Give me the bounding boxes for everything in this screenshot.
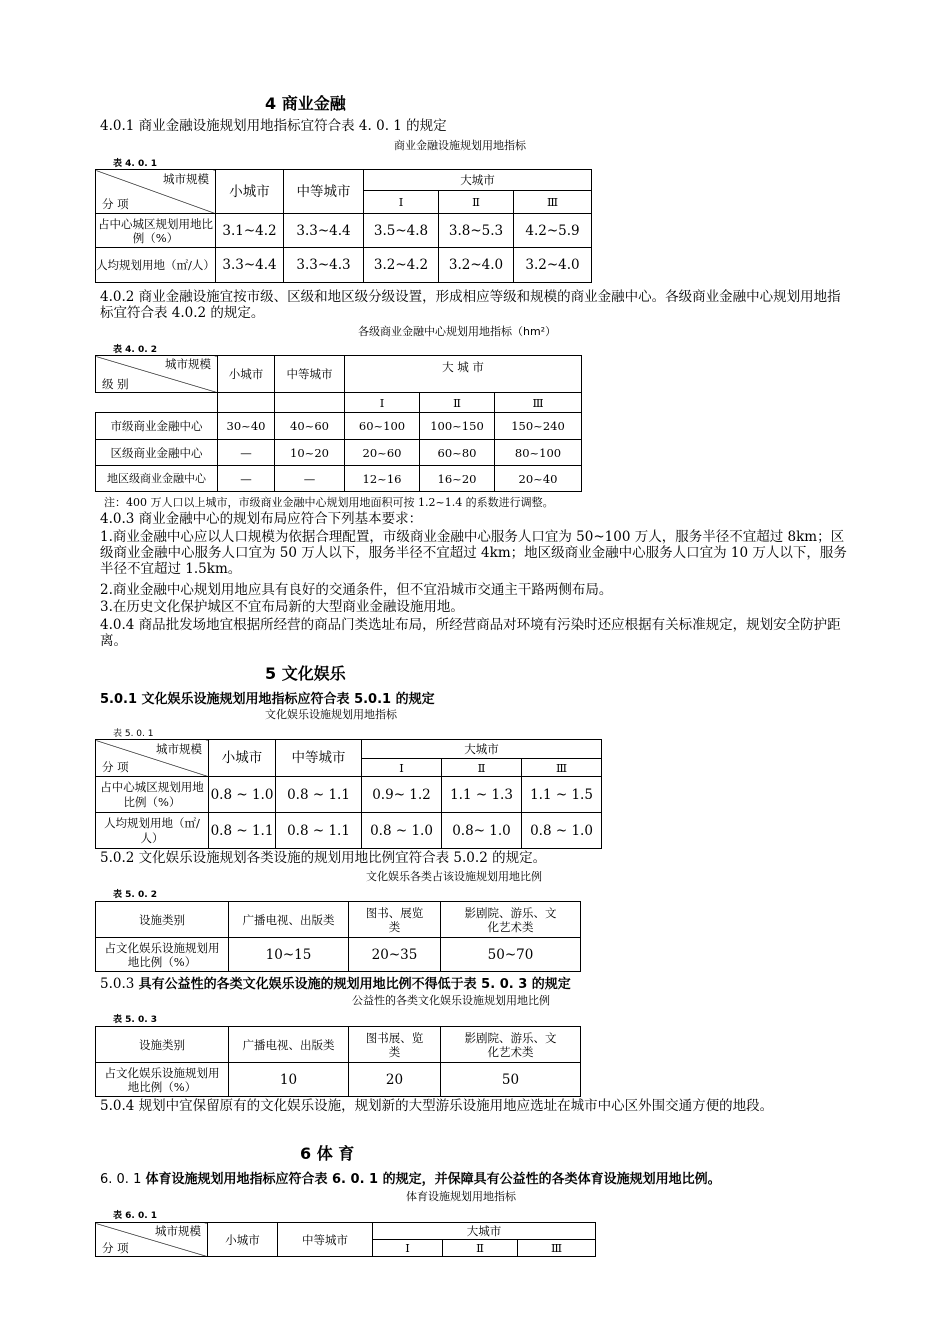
header-large-i: Ⅰ <box>364 191 439 214</box>
table-header-diagonal <box>96 740 209 777</box>
header-facility-type: 设施类别 <box>96 1027 229 1063</box>
header-level: 级 别 <box>102 377 129 391</box>
header-small-city: 小城市 <box>216 170 284 214</box>
cell: 10 <box>229 1063 349 1097</box>
header-large-ii: Ⅱ <box>443 1240 518 1257</box>
table-5-0-3-number: 表 5. 0. 3 <box>113 1015 158 1025</box>
cell: 4.2~5.9 <box>514 214 592 248</box>
header-large-ii: Ⅱ <box>420 393 495 413</box>
header-medium-city: 中等城市 <box>275 356 345 393</box>
table-header-diagonal <box>96 1223 208 1257</box>
header-facility-type: 设施类别 <box>96 902 229 938</box>
cell: 150~240 <box>495 413 582 440</box>
clause-5-0-3 <box>100 973 571 992</box>
header-medium-city: 中等城市 <box>284 170 364 214</box>
header-large-ii: Ⅱ <box>442 759 522 777</box>
cell: 10~20 <box>275 440 345 466</box>
section-4-heading: 4 商业金融 <box>265 94 346 113</box>
row-label: 地区级商业金融中心 <box>96 466 218 492</box>
header-library: 图书、展览类 <box>349 902 441 938</box>
header-city-scale: 城市规模 <box>155 1224 201 1238</box>
header-medium-city: 中等城市 <box>276 740 362 777</box>
table-5-0-3 <box>95 1026 581 1097</box>
cell: 0.8 ~ 1.0 <box>522 813 602 849</box>
table-5-0-2-number: 表 5. 0. 2 <box>113 890 158 900</box>
table-4-0-1-number: 表 4. 0. 1 <box>113 159 158 169</box>
clause-6-0-1-text: 体育设施规划用地指标应符合表 6. 0. 1 的规定，并保障具有公益性的各类体育设施规划用地比例。 <box>145 1172 721 1187</box>
cell: 1.1 ~ 1.3 <box>442 777 522 813</box>
header-large-i: Ⅰ <box>345 393 420 413</box>
cell: 3.3~4.4 <box>284 214 364 248</box>
cell: 20~40 <box>495 466 582 492</box>
header-large-iii: Ⅲ <box>514 191 592 214</box>
table-5-0-1-title: 文化娱乐设施规划用地指标 <box>265 708 397 721</box>
cell: 0.8~ 1.0 <box>442 813 522 849</box>
header-item: 分 项 <box>102 197 129 211</box>
cell: 1.1 ~ 1.5 <box>522 777 602 813</box>
table-4-0-1-title: 商业金融设施规划用地指标 <box>394 139 526 152</box>
cell: 3.2~4.2 <box>364 248 439 283</box>
cell: 0.8 ~ 1.0 <box>209 777 276 813</box>
table-header-diagonal <box>96 356 218 393</box>
header-large-ii: Ⅱ <box>439 191 514 214</box>
table-4-0-2-title: 各级商业金融中心规划用地指标（hm²） <box>358 325 557 338</box>
header-large-iii: Ⅲ <box>495 393 582 413</box>
clause-4-0-3-item-2: 2.商业金融中心规划用地应具有良好的交通条件，但不宜沿城市交通主干路两侧布局。 <box>100 582 613 598</box>
cell: 0.8 ~ 1.1 <box>276 777 362 813</box>
cell: 3.5~4.8 <box>364 214 439 248</box>
header-medium-city: 中等城市 <box>278 1223 373 1257</box>
table-4-0-2-number: 表 4. 0. 2 <box>113 345 158 355</box>
cell: 60~100 <box>345 413 420 440</box>
cell: 3.2~4.0 <box>439 248 514 283</box>
table-6-0-1-title: 体育设施规划用地指标 <box>406 1190 516 1203</box>
row-label: 区级商业金融中心 <box>96 440 218 466</box>
header-item: 分 项 <box>102 1241 129 1255</box>
header-large-i: Ⅰ <box>362 759 442 777</box>
cell: 30~40 <box>218 413 275 440</box>
row-label: 占文化娱乐设施规划用地比例（%） <box>96 938 229 972</box>
clause-5-0-1: 5.0.1 文化娱乐设施规划用地指标应符合表 5.0.1 的规定 <box>100 692 435 707</box>
header-item: 分 项 <box>102 760 129 774</box>
header-library: 图书展、览类 <box>349 1027 441 1063</box>
header-small-city: 小城市 <box>208 1223 278 1257</box>
table-4-0-2-note: 注：400 万人口以上城市，市级商业金融中心规划用地面积可按 1.2~1.4 的系数进行调整。 <box>104 496 554 509</box>
table-6-0-1-number: 表 6. 0. 1 <box>113 1211 158 1221</box>
clause-6-0-1-number: 6. 0. 1 <box>100 1172 146 1187</box>
table-5-0-1-number: 表 5. 0. 1 <box>113 729 154 739</box>
clause-6-0-1 <box>100 1168 721 1187</box>
row-label: 人均规划用地（㎡/人） <box>96 248 216 283</box>
table-4-0-1 <box>95 169 592 283</box>
header-theatre: 影剧院、游乐、文化艺术类 <box>441 902 581 938</box>
table-5-0-2-title: 文化娱乐各类占该设施规划用地比例 <box>366 870 542 883</box>
table-5-0-1 <box>95 739 602 849</box>
cell: 60~80 <box>420 440 495 466</box>
cell: 3.1~4.2 <box>216 214 284 248</box>
header-city-scale: 城市规模 <box>165 357 211 371</box>
header-large-city: 大城市 <box>373 1223 596 1240</box>
cell: 50 <box>441 1063 581 1097</box>
cell: 20~60 <box>345 440 420 466</box>
header-broadcast: 广播电视、出版类 <box>229 902 349 938</box>
cell: 40~60 <box>275 413 345 440</box>
clause-5-0-3-text: 具有公益性的各类文化娱乐设施的规划用地比例不得低于表 5. 0. 3 的规定 <box>138 977 571 992</box>
clause-5-0-3-number: 5.0.3 <box>100 976 139 992</box>
header-large-iii: Ⅲ <box>522 759 602 777</box>
header-city-scale: 城市规模 <box>156 742 202 756</box>
table-6-0-1 <box>95 1222 596 1257</box>
row-label: 占文化娱乐设施规划用地比例（%） <box>96 1063 229 1097</box>
clause-4-0-4: 4.0.4 商品批发场地宜根据所经营的商品门类选址布局，所经营商品对环境有污染时还应根据有关标准规定，规划安全防护距离。 <box>100 617 841 649</box>
cell: 80~100 <box>495 440 582 466</box>
cell: 50~70 <box>441 938 581 972</box>
clause-4-0-3: 4.0.3 商业金融中心的规划布局应符合下列基本要求： <box>100 511 423 527</box>
cell: 3.3~4.3 <box>284 248 364 283</box>
row-label: 市级商业金融中心 <box>96 413 218 440</box>
cell: 12~16 <box>345 466 420 492</box>
row-label: 占中心城区规划用地比例（%） <box>96 214 216 248</box>
cell: 0.8 ~ 1.1 <box>209 813 276 849</box>
clause-4-0-2: 4.0.2 商业金融设施宜按市级、区级和地区级分级设置，形成相应等级和规模的商业金融中心。各级商业金融中心规划用地指标宜符合表 4.0.2 的规定。 <box>100 289 841 321</box>
section-6-heading: 6 体 育 <box>300 1144 355 1163</box>
table-header-diagonal <box>96 170 216 214</box>
header-large-city: 大 城 市 <box>345 356 582 393</box>
cell: 3.2~4.0 <box>514 248 592 283</box>
header-large-city: 大城市 <box>362 740 602 759</box>
cell: — <box>218 440 275 466</box>
cell: 16~20 <box>420 466 495 492</box>
clause-5-0-2: 5.0.2 文化娱乐设施规划各类设施的规划用地比例宜符合表 5.0.2 的规定。 <box>100 850 547 866</box>
cell: 100~150 <box>420 413 495 440</box>
cell: 0.9~ 1.2 <box>362 777 442 813</box>
cell: 0.8 ~ 1.0 <box>362 813 442 849</box>
header-large-iii: Ⅲ <box>518 1240 596 1257</box>
clause-4-0-3-item-3: 3.在历史文化保护城区不宜布局新的大型商业金融设施用地。 <box>100 599 464 615</box>
clause-5-0-4: 5.0.4 规划中宜保留原有的文化娱乐设施，规划新的大型游乐设施用地应选址在城市中心区外围交通方便的地段。 <box>100 1098 774 1114</box>
header-large-city: 大城市 <box>364 170 592 191</box>
table-5-0-2 <box>95 901 581 972</box>
section-5-heading: 5 文化娱乐 <box>265 664 346 683</box>
row-label: 人均规划用地（㎡/人） <box>96 813 209 849</box>
header-small-city: 小城市 <box>209 740 276 777</box>
cell: 20 <box>349 1063 441 1097</box>
cell: — <box>218 466 275 492</box>
cell: 3.3~4.4 <box>216 248 284 283</box>
cell: — <box>275 466 345 492</box>
header-city-scale: 城市规模 <box>163 172 209 186</box>
header-large-i: Ⅰ <box>373 1240 443 1257</box>
table-5-0-3-title: 公益性的各类文化娱乐设施规划用地比例 <box>352 994 550 1007</box>
cell: 0.8 ~ 1.1 <box>276 813 362 849</box>
cell: 3.8~5.3 <box>439 214 514 248</box>
table-4-0-2 <box>95 355 582 492</box>
clause-4-0-3-item-1: 1.商业金融中心应以人口规模为依据合理配置，市级商业金融中心服务人口宜为 50~100 万人，服务半径不宜超过 8km；区级商业金融中心服务人口宜为 50 万人以下，服务半径不宜超过 4km；地区级商业金融中心服务人口宜为 10 万人以下，服务半径不宜超过 1.5km。 <box>100 529 847 577</box>
row-label: 占中心城区规划用地比例（%） <box>96 777 209 813</box>
cell: 20~35 <box>349 938 441 972</box>
clause-4-0-1: 4.0.1 商业金融设施规划用地指标宜符合表 4. 0. 1 的规定 <box>100 118 447 134</box>
header-broadcast: 广播电视、出版类 <box>229 1027 349 1063</box>
cell: 10~15 <box>229 938 349 972</box>
header-small-city: 小城市 <box>218 356 275 393</box>
header-theatre: 影剧院、游乐、文化艺术类 <box>441 1027 581 1063</box>
